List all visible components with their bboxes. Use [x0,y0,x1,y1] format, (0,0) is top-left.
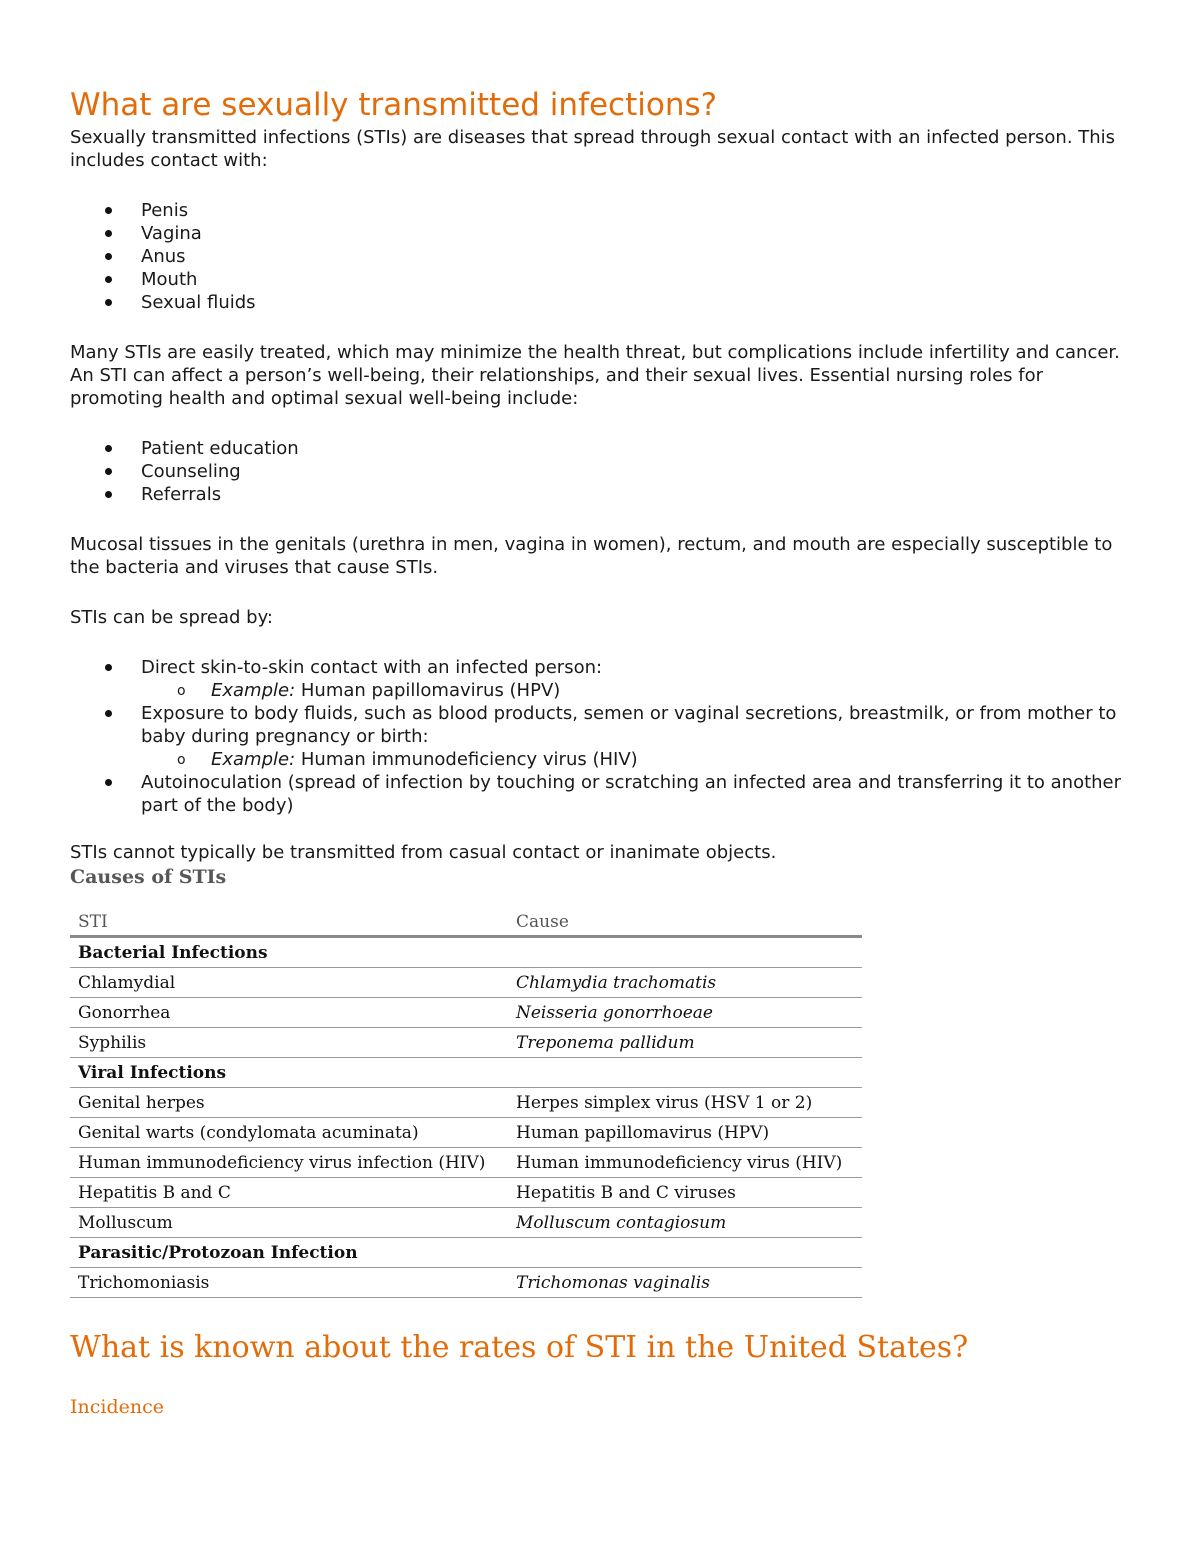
cause-cell: Treponema pallidum [508,1028,862,1058]
list-item [70,702,1135,771]
spacer [70,410,1135,437]
table-row [70,1088,862,1118]
list-item: Mouth [70,268,1135,291]
intro-paragraph: Sexually transmitted infections (STIs) are diseases that spread through sexual contact with an infected person. This includes contact with: [70,127,1116,171]
table-row [70,1028,862,1058]
list-item: Vagina [70,222,1135,245]
list-item-text: Exposure to body fluids, such as blood products, semen or vaginal secretions, breastmilk, or from mother to baby during pregnancy or birth: [141,703,1117,747]
group-label: Parasitic/Protozoan Infection [70,1238,862,1268]
sub-list [141,679,1135,702]
example-item [141,748,1135,771]
sti-cell: Trichomoniasis [70,1268,508,1298]
cause-cell: Herpes simplex virus (HSV 1 or 2) [508,1088,862,1118]
table-row [70,1268,862,1298]
mucosal-paragraph: Mucosal tissues in the genitals (urethra in men, vagina in women), rectum, and mouth are especially susceptible to the bacteria and viruses that cause STIs. [70,534,1113,578]
sti-cell: Molluscum [70,1208,508,1238]
column-header-cause: Cause [508,907,862,937]
group-row [70,1058,862,1088]
sti-cell: Syphilis [70,1028,508,1058]
spacer [70,629,1135,656]
list-item: Penis [70,199,1135,222]
example-text: Human papillomavirus (HPV) [295,680,561,701]
table-row [70,1208,862,1238]
spacer [70,172,1135,199]
sti-cell: Genital warts (condylomata acuminata) [70,1118,508,1148]
causes-table [70,907,862,1298]
spread-intro: STIs can be spread by: [70,607,274,628]
cause-cell: Human papillomavirus (HPV) [508,1118,862,1148]
sub-list [141,748,1135,771]
table-header-row [70,907,862,937]
list-item: Patient education [70,437,1135,460]
table-row [70,1148,862,1178]
list-item: Anus [70,245,1135,268]
cause-cell: Hepatitis B and C viruses [508,1178,862,1208]
list-item-text: Direct skin-to-skin contact with an infected person: [141,657,603,678]
section-heading: What is known about the rates of STI in the United States? [70,1330,969,1365]
group-row [70,937,862,968]
causes-heading: Causes of STIs [70,866,227,888]
table-row [70,968,862,998]
example-label: Example: [211,680,296,701]
table-row [70,1118,862,1148]
document-page [70,84,1135,1420]
casual-contact-paragraph: STIs cannot typically be transmitted from casual contact or inanimate objects. [70,842,777,863]
sti-cell: Chlamydial [70,968,508,998]
example-label: Example: [211,749,296,770]
table-row [70,1178,862,1208]
cause-cell: Chlamydia trachomatis [508,968,862,998]
spacer [70,314,1135,341]
sti-cell: Human immunodeficiency virus infection (HIV) [70,1148,508,1178]
subsection-heading: Incidence [70,1396,164,1418]
column-header-sti: STI [70,907,508,937]
treatment-paragraph: Many STIs are easily treated, which may minimize the health threat, but complications include infertility and cancer. An STI can affect a person’s well-being, their relationships, and their sexual lives. Essential nursing roles for promoting health and optimal sexual well-being include: [70,342,1120,409]
spacer [70,579,1135,606]
list-item: Sexual fluids [70,291,1135,314]
cause-cell: Trichomonas vaginalis [508,1268,862,1298]
nursing-roles-list [70,437,1135,506]
table-row [70,998,862,1028]
list-item: Counseling [70,460,1135,483]
list-item: Autoinoculation (spread of infection by touching or scratching an infected area and transferring it to another part of the body) [70,771,1135,817]
cause-cell: Neisseria gonorrhoeae [508,998,862,1028]
spacer [70,506,1135,533]
sti-cell: Genital herpes [70,1088,508,1118]
group-label: Bacterial Infections [70,937,862,968]
page-title: What are sexually transmitted infections? [70,87,718,123]
cause-cell: Human immunodeficiency virus (HIV) [508,1148,862,1178]
group-label: Viral Infections [70,1058,862,1088]
list-item [70,656,1135,702]
cause-cell: Molluscum contagiosum [508,1208,862,1238]
contact-list [70,199,1135,314]
spacer [70,817,1135,841]
example-item [141,679,1135,702]
group-row [70,1238,862,1268]
example-text: Human immunodeficiency virus (HIV) [295,749,638,770]
list-item: Referrals [70,483,1135,506]
sti-cell: Hepatitis B and C [70,1178,508,1208]
spread-list [70,656,1135,817]
sti-cell: Gonorrhea [70,998,508,1028]
